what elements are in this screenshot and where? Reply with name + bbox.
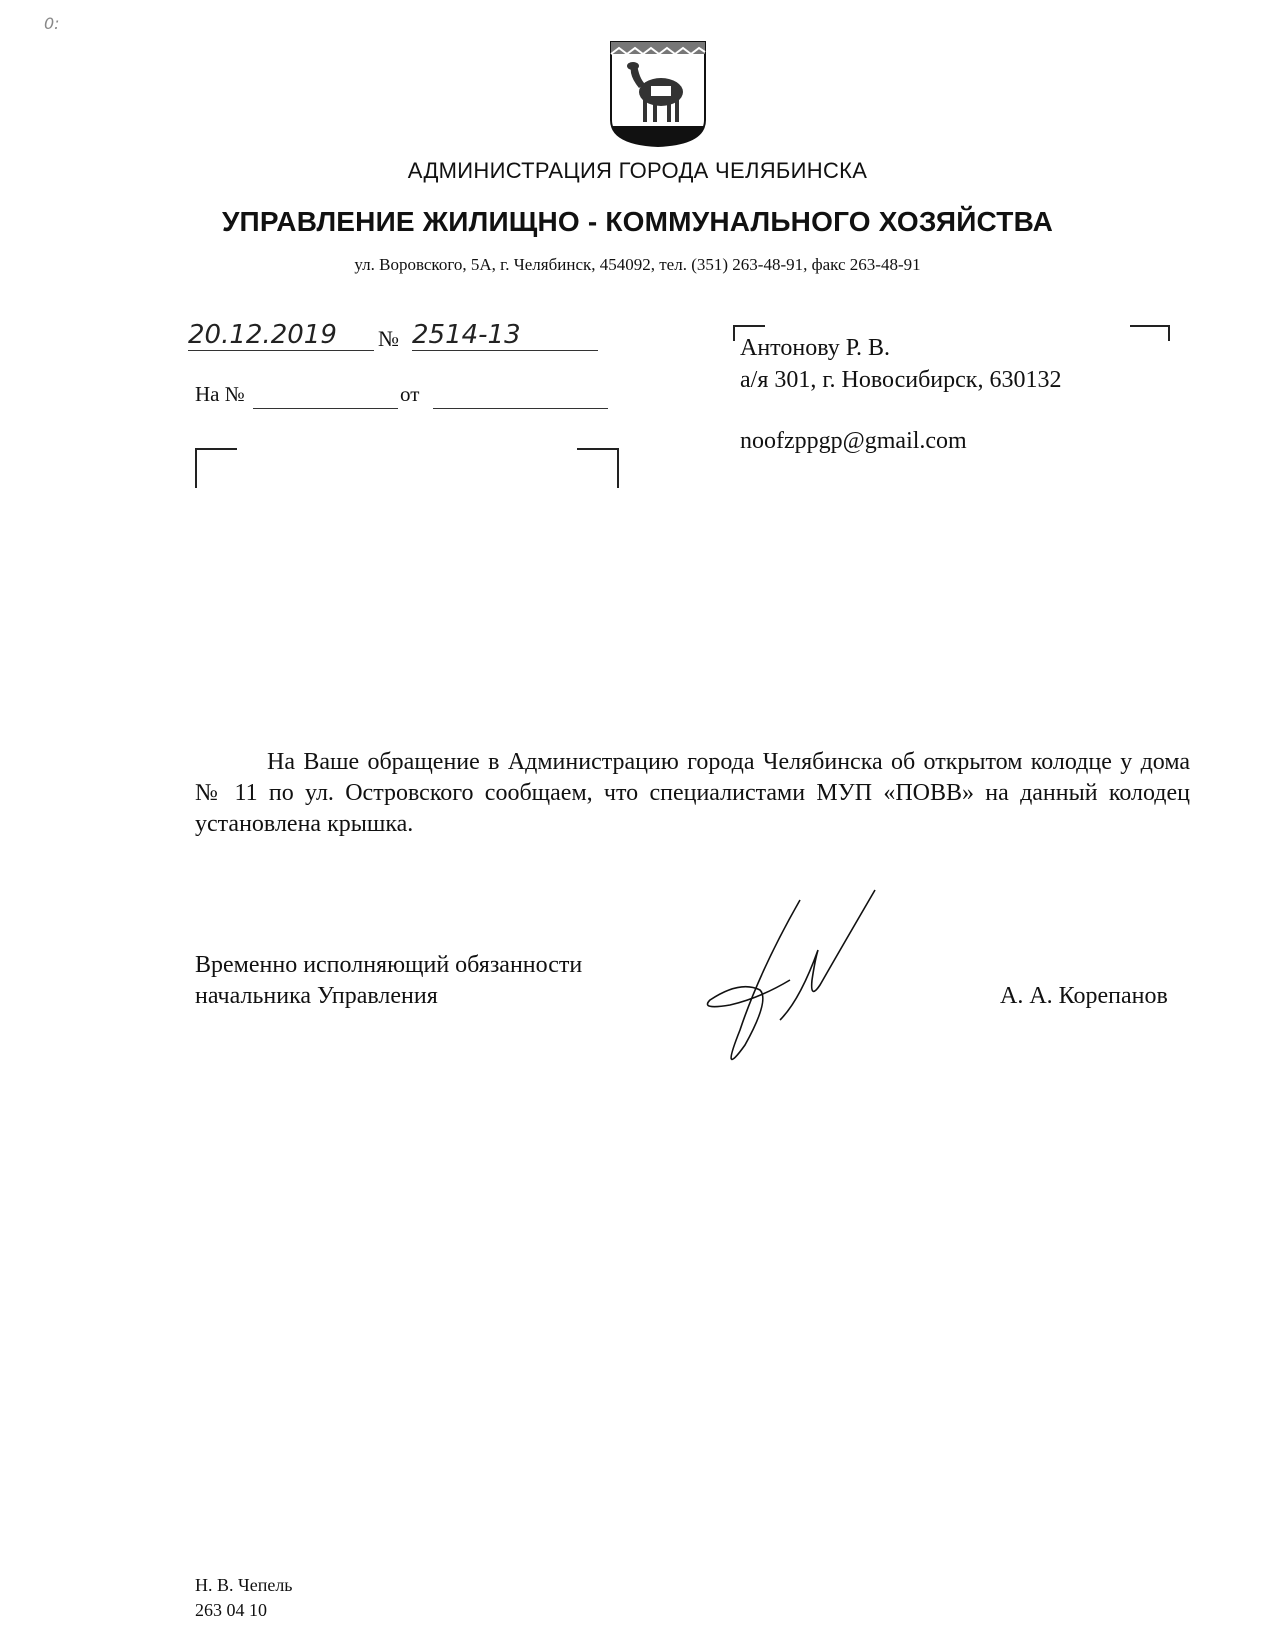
reply-date-label: от xyxy=(400,382,420,406)
executor-phone: 263 04 10 xyxy=(195,1600,267,1620)
registration-number-sign: № xyxy=(378,326,399,351)
registration-date: 20.12.2019 xyxy=(188,320,374,351)
letter-body: На Ваше обращение в Администрацию города Челябинска об открытом колодце у дома № 11 по ул. Островского сообщаем, что специалистами МУП «ПОВВ» на данный колодец установлена крышка. xyxy=(195,749,1190,837)
recipient-name: Антонову Р. В. xyxy=(740,335,891,361)
signer-title-line1: Временно исполняющий обязанности xyxy=(195,952,583,978)
department-title: УПРАВЛЕНИЕ ЖИЛИЩНО - КОММУНАЛЬНОГО ХОЗЯЙСТВА xyxy=(221,206,1054,237)
recipient-bracket-right xyxy=(1130,325,1170,341)
registration-number: 2514-13 xyxy=(412,320,598,351)
subject-bracket-right xyxy=(577,448,619,488)
admin-title: АДМИНИСТРАЦИЯ ГОРОДА ЧЕЛЯБИНСКА xyxy=(407,158,868,183)
department-contacts: ул. Воровского, 5А, г. Челябинск, 454092, тел. (351) 263-48-91, факс 263-48-91 xyxy=(354,255,921,274)
reply-to-number-line xyxy=(253,408,398,409)
reply-to-label: На № xyxy=(195,382,245,406)
recipient-address: а/я 301, г. Новосибирск, 630132 xyxy=(740,367,1062,393)
signer-name: А. А. Корепанов xyxy=(1000,983,1168,1009)
handwritten-signature xyxy=(700,880,920,1080)
corner-mark: 0: xyxy=(44,14,60,33)
reply-date-line xyxy=(433,408,608,409)
signer-title xyxy=(195,950,675,1012)
signer-title-line2: начальника Управления xyxy=(195,983,438,1009)
executor-name: Н. В. Чепель xyxy=(195,1575,293,1595)
subject-bracket-left xyxy=(195,448,237,488)
recipient-email: noofzppgp@gmail.com xyxy=(740,428,967,454)
city-emblem-icon xyxy=(609,40,707,148)
